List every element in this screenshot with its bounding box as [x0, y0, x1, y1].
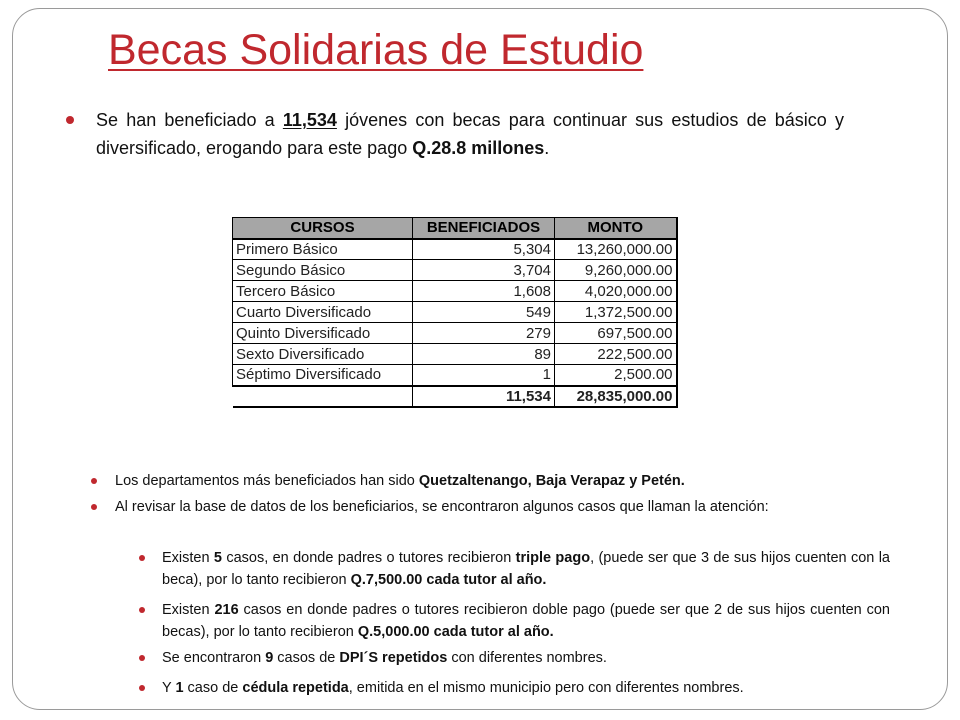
bullet-icon	[66, 116, 74, 124]
dpi-label: DPI´S repetidos	[339, 650, 448, 666]
beneficiados-cell: 3,704	[413, 260, 555, 281]
monto-cell: 13,260,000.00	[555, 239, 677, 260]
bullet-icon	[91, 504, 97, 510]
curso-cell: Sexto Diversificado	[233, 344, 413, 365]
intro-paragraph	[96, 106, 844, 162]
bullet-icon	[139, 555, 145, 561]
triple-label: triple pago	[515, 550, 591, 566]
dpi-text-a: Se encontraron	[162, 650, 266, 666]
table-row	[233, 344, 677, 365]
total-monto-cell: 28,835,000.00	[555, 386, 677, 407]
doble-text-c: casos en donde padres o tutores recibieron doble pago (puede ser que 2 de sus hijos cuenten con becas), por lo tanto recibieron	[162, 602, 890, 640]
bullet-icon	[91, 478, 97, 484]
table-header-row	[233, 218, 677, 239]
beneficiaries-count: 11,534	[282, 110, 337, 130]
dpi-text-e: con diferentes nombres.	[447, 650, 607, 666]
total-beneficiados-cell: 11,534	[413, 386, 555, 407]
triple-count: 5	[213, 550, 222, 566]
table-row	[233, 323, 677, 344]
departamentos-text: Los departamentos más beneficiados han sido	[115, 473, 419, 489]
cedula-text-a: Y	[162, 680, 176, 696]
table-row	[233, 302, 677, 323]
intro-text-2: jóvenes con becas para continuar sus estudios de básico y diversificado, erogando para este pago	[96, 110, 844, 158]
curso-cell: Segundo Básico	[233, 260, 413, 281]
doble-text-a: Existen	[162, 602, 215, 618]
table-row	[233, 281, 677, 302]
table-total-row	[233, 386, 677, 407]
monto-cell: 1,372,500.00	[555, 302, 677, 323]
dpi-bullet	[162, 647, 890, 669]
bullet-icon	[139, 607, 145, 613]
slide-title: Becas Solidarias de Estudio	[108, 26, 644, 74]
curso-cell: Séptimo Diversificado	[233, 365, 413, 386]
table-row	[233, 365, 677, 386]
beneficiados-cell: 5,304	[413, 239, 555, 260]
departamentos-bullet	[115, 470, 890, 492]
bullet-icon	[139, 685, 145, 691]
curso-cell: Primero Básico	[233, 239, 413, 260]
curso-cell: Quinto Diversificado	[233, 323, 413, 344]
monto-cell: 697,500.00	[555, 323, 677, 344]
table-row	[233, 260, 677, 281]
dpi-count: 9	[265, 650, 274, 666]
monto-cell: 9,260,000.00	[555, 260, 677, 281]
table-row	[233, 239, 677, 260]
cedula-bullet	[162, 677, 890, 699]
doble-amount: Q.5,000.00 cada tutor al año.	[357, 624, 554, 640]
column-header: MONTO	[555, 218, 677, 239]
departamentos-bold: Quetzaltenango, Baja Verapaz y Petén.	[418, 473, 685, 489]
cedula-text-c: caso de	[183, 680, 243, 696]
bullet-icon	[139, 655, 145, 661]
triple-amount: Q.7,500.00 cada tutor al año.	[350, 572, 547, 588]
triple-pago-bullet	[162, 547, 890, 591]
column-header: CURSOS	[233, 218, 413, 239]
column-header: BENEFICIADOS	[413, 218, 555, 239]
cedula-count: 1	[175, 680, 184, 696]
beneficiados-cell: 279	[413, 323, 555, 344]
monto-cell: 2,500.00	[555, 365, 677, 386]
total-amount: Q.28.8 millones	[412, 138, 545, 158]
beneficiados-cell: 549	[413, 302, 555, 323]
triple-text-c: casos, en donde padres o tutores recibieron	[222, 550, 516, 566]
monto-cell: 222,500.00	[555, 344, 677, 365]
revision-bullet: Al revisar la base de datos de los beneficiarios, se encontraron algunos casos que llaman la atención:	[115, 499, 769, 515]
curso-cell: Cuarto Diversificado	[233, 302, 413, 323]
dpi-text-c: casos de	[273, 650, 340, 666]
total-blank-cell	[233, 386, 413, 407]
cedula-text-e: , emitida en el mismo municipio pero con diferentes nombres.	[348, 680, 744, 696]
triple-text-e: , (puede ser que 3 de sus hijos cuenten con la beca), por lo tanto recibieron	[162, 550, 890, 588]
intro-text-1: Se han beneficiado a	[96, 110, 283, 130]
beneficiados-cell: 1,608	[413, 281, 555, 302]
beneficiados-cell: 1	[413, 365, 555, 386]
doble-count: 216	[214, 602, 239, 618]
monto-cell: 4,020,000.00	[555, 281, 677, 302]
intro-text-3: .	[544, 138, 550, 158]
cedula-label: cédula repetida	[242, 680, 349, 696]
beneficiados-cell: 89	[413, 344, 555, 365]
curso-cell: Tercero Básico	[233, 281, 413, 302]
doble-pago-bullet	[162, 599, 890, 643]
scholarship-table	[232, 217, 678, 408]
triple-text-a: Existen	[162, 550, 214, 566]
